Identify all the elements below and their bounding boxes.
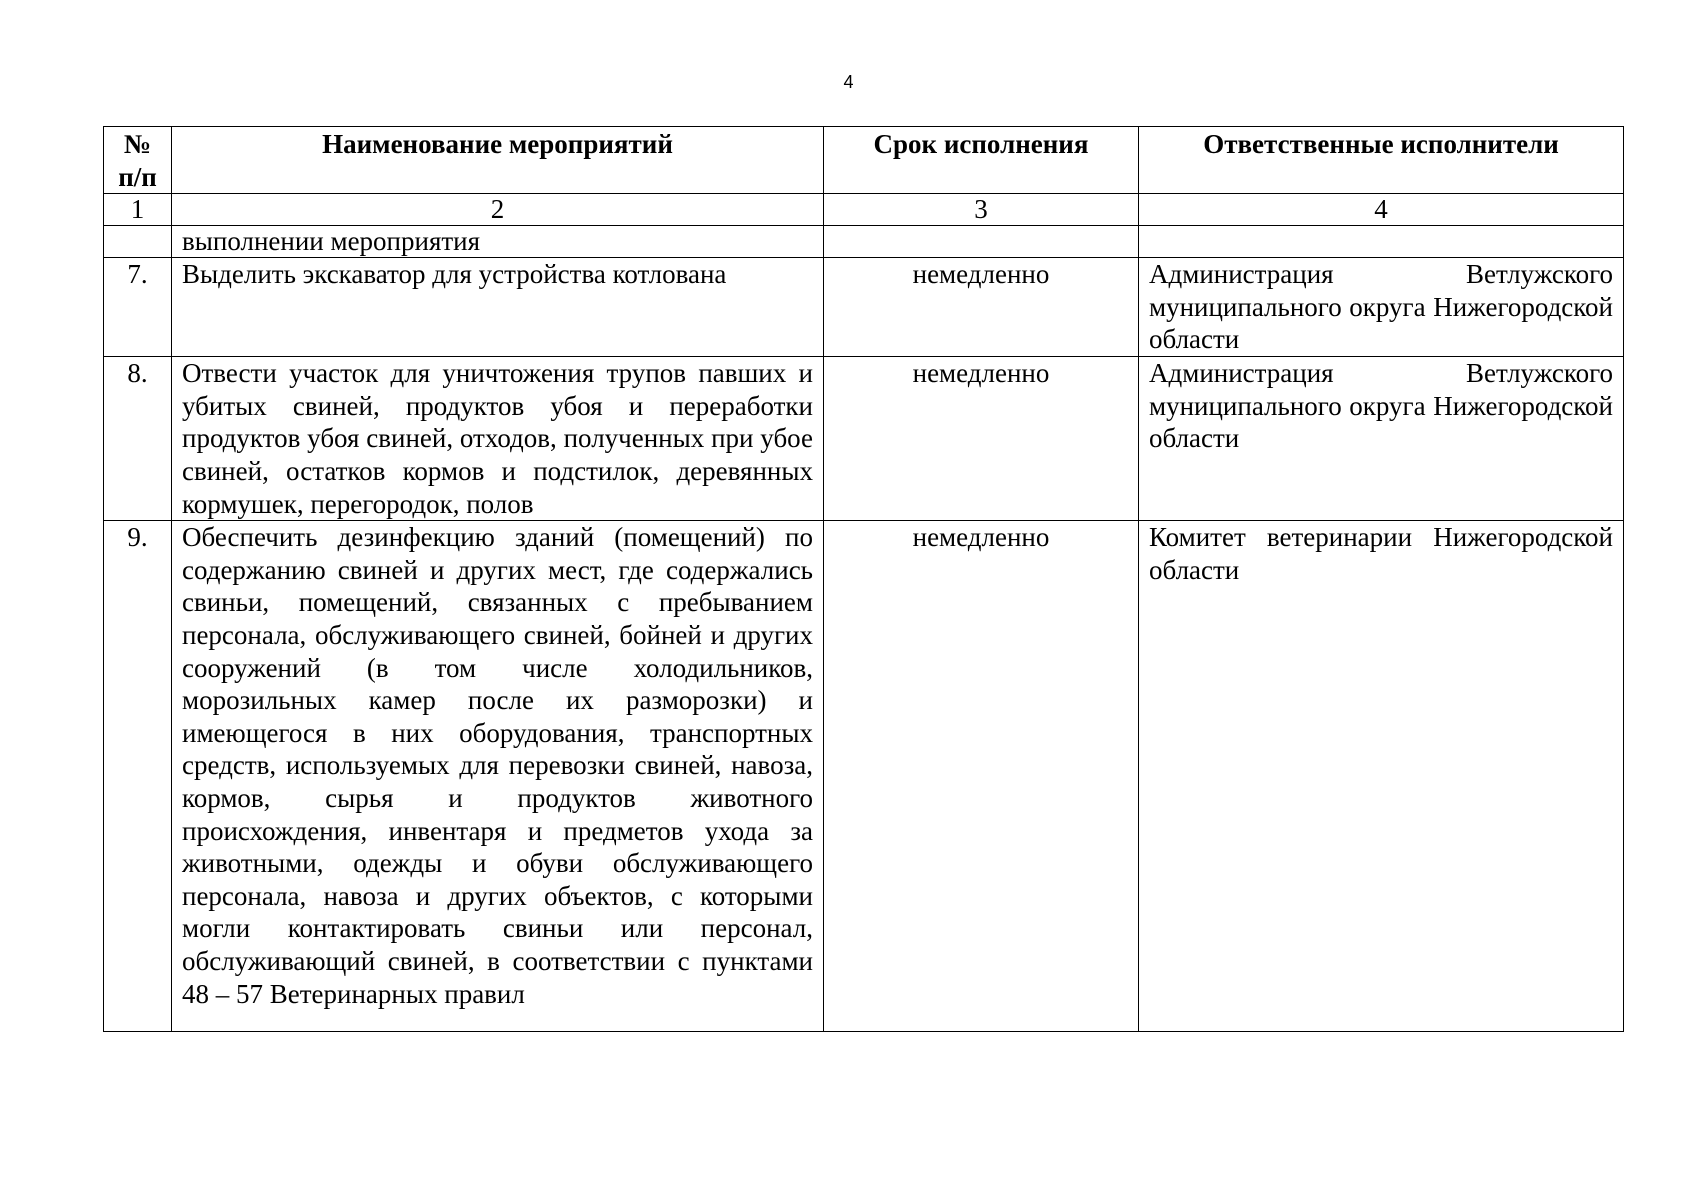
header-num: № п/п: [104, 127, 172, 194]
cell-num: 9.: [104, 521, 172, 1032]
column-index-row: [104, 194, 1624, 226]
column-index: 1: [104, 194, 172, 226]
header-executors: Ответственные исполнители: [1139, 127, 1624, 194]
table-header-row: [104, 127, 1624, 194]
header-deadline: Срок исполнения: [824, 127, 1139, 194]
continuation-row: [104, 226, 1624, 258]
table-row: [104, 258, 1624, 357]
cell-num: [104, 226, 172, 258]
cell-num: 7.: [104, 258, 172, 357]
cell-name: Отвести участок для уничтожения трупов павших и убитых свиней, продуктов убоя и переработки продуктов убоя свиней, отходов, полученных при убое свиней, остатков кормов и подстилок, деревянных кормушек, перегородок, полов: [172, 357, 824, 521]
column-index: 2: [172, 194, 824, 226]
cell-name: Обеспечить дезинфекцию зданий (помещений) по содержанию свиней и других мест, где содержались свиньи, помещений, связанных с пребыванием персонала, обслуживающего свиней, бойней и других сооружений (в том числе холодильников, морозильных камер после их разморозки) и имеющегося в них оборудования, транспортных средств, используемых для перевозки свиней, навоза, кормов, сырья и продуктов животного происхождения, инвентаря и предметов ухода за животными, одежды и обуви обслуживающего персонала, навоза и других объектов, с которыми могли контактировать свиньи или персонал, обслуживающий свиней, в соответствии с пунктами 48 – 57 Ветеринарных правил: [172, 521, 824, 1032]
cell-executors: Комитет ветеринарии Нижегородской области: [1139, 521, 1624, 1032]
page-number: 4: [843, 72, 854, 92]
cell-deadline: немедленно: [824, 521, 1139, 1032]
measures-table: [103, 126, 1624, 1032]
column-index: 4: [1139, 194, 1624, 226]
cell-executors: Администрация Ветлужского муниципального округа Нижегородской области: [1139, 258, 1624, 357]
table-row: [104, 521, 1624, 1032]
cell-deadline: немедленно: [824, 357, 1139, 521]
header-name: Наименование мероприятий: [172, 127, 824, 194]
cell-name: Выделить экскаватор для устройства котлована: [172, 258, 824, 357]
cell-deadline: немедленно: [824, 258, 1139, 357]
cell-executors: [1139, 226, 1624, 258]
column-index: 3: [824, 194, 1139, 226]
cell-executors: Администрация Ветлужского муниципального округа Нижегородской области: [1139, 357, 1624, 521]
cell-name: выполнении мероприятия: [172, 226, 824, 258]
cell-deadline: [824, 226, 1139, 258]
table-row: [104, 357, 1624, 521]
cell-num: 8.: [104, 357, 172, 521]
